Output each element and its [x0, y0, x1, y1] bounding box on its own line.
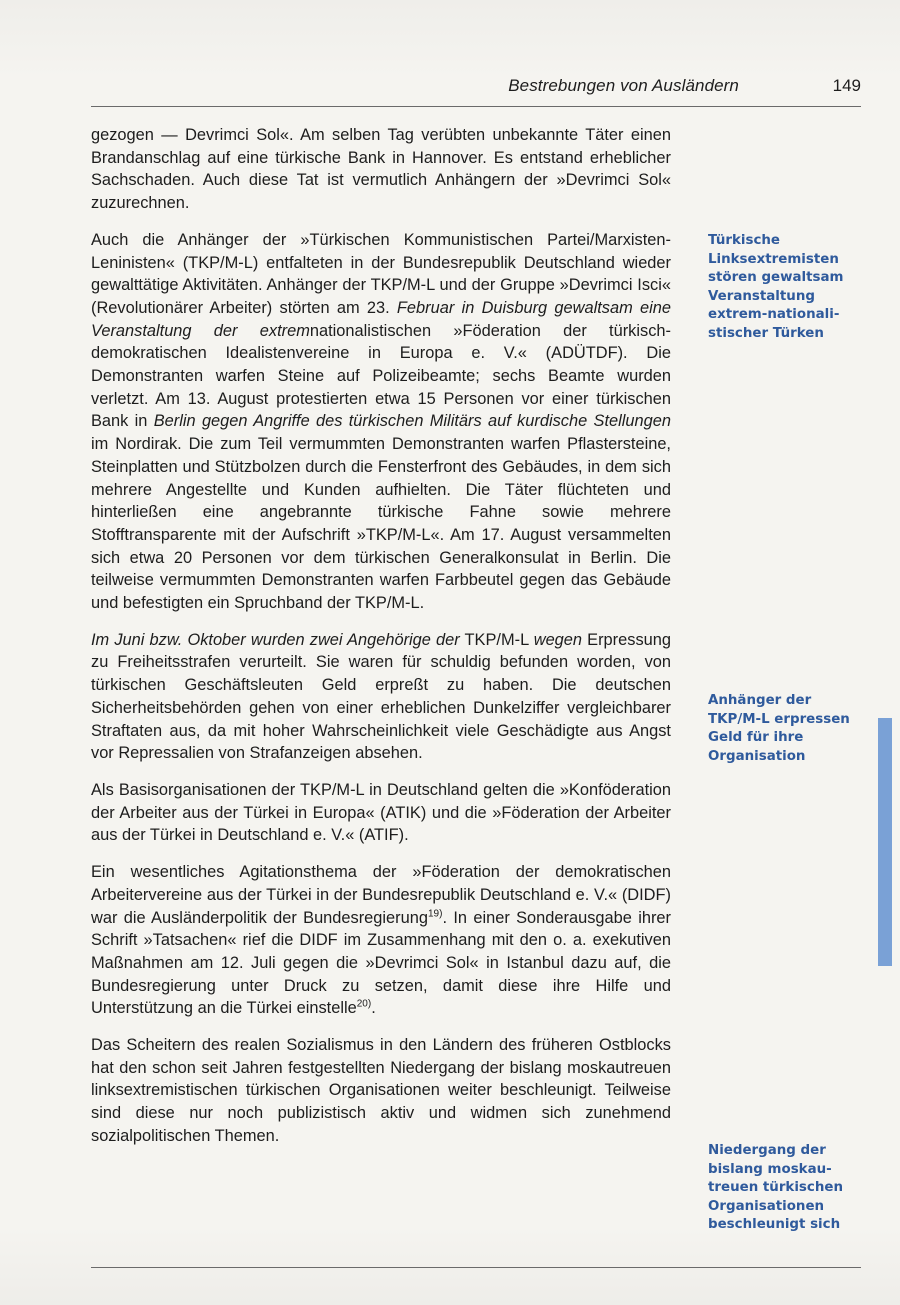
margin-note-extortion: Anhänger der TKP/M-L erpressen Geld für ihre Organisation: [708, 693, 850, 764]
footer-rule: [91, 1267, 861, 1268]
text-run: .: [371, 999, 376, 1018]
page-number: 149: [832, 76, 861, 95]
running-header: [91, 76, 861, 106]
text-run: Das Scheitern des realen Sozialismus in den Ländern des früheren Ostblocks hat den schon seit Jahren festgestellten Niedergang der bislang moskautreuen linksextremistischen türkischen Organisationen weiter beschleunigt. Teilweise sind diese nur noch publizistisch aktiv und widmen sich zunehmend sozialpolitischen Themen.: [91, 1036, 671, 1145]
text-run: Erpressung zu Freiheitsstrafen verurteilt. Sie waren für schuldig befunden worden, von türkischen Geschäftsleuten Geld erpreßt zu haben. Die deutschen Sicherheitsbehörden gehen von einer erheblichen Dunkelziffer vergleichbarer Straftaten aus, da mit hoher Wahrscheinlichkeit viele Geschädigte aus Angst vor Repressalien von Strafanzeigen absehen.: [91, 630, 671, 763]
footnote-reference: 20): [356, 998, 372, 1010]
paragraph: [91, 779, 671, 847]
text-run: Im Juni bzw. Oktober wurden zwei Angehörige der: [91, 630, 460, 649]
margin-note-decline: Niedergang der bislang moskautreuen türkischen Organisationen beschleunigt sich: [708, 1143, 843, 1233]
section-marker-bar: [878, 718, 892, 966]
margin-note-left-extremists: Türkische Linksextremisten stören gewaltsam Veranstaltung extrem-nationalistischer Türken: [708, 233, 844, 341]
text-run: gezogen — Devrimci Sol«. Am selben Tag verübten unbekannte Täter einen Brandanschlag auf eine türkische Bank in Hannover. Es entstand erheblicher Sachschaden. Auch diese Tat ist vermutlich Anhängern der »Devrimci Sol« zuzurechnen.: [91, 126, 671, 213]
header-rule: [91, 106, 861, 107]
text-run: Februar in Duisburg gewaltsam eine Veranstaltung der extrem: [91, 298, 671, 340]
paragraph: [91, 229, 671, 615]
text-run: . In einer Sonderausgabe ihrer Schrift »Tatsachen« rief die DIDF im Zusammenhang mit den o. a. exekutiven Maßnahmen am 12. Juli gegen die »Devrimci Sol« in Istanbul dazu auf, die Bundesregierung unter Druck zu setzen, damit diese ihre Hilfe und Unterstützung an die Türkei einstelle: [91, 908, 671, 1018]
paragraph: [91, 861, 671, 1020]
text-run: Als Basisorganisationen der TKP/M-L in Deutschland gelten die »Konföderation der Arbeiter aus der Türkei in Europa« (ATIK) und die »Föderation der Arbeiter aus der Türkei in Deutschland e. V.« (ATIF).: [91, 780, 671, 845]
text-run: im Nordirak. Die zum Teil vermummten Demonstranten warfen Pflastersteine, Steinplatten und Stützbolzen durch die Fensterfront des Gebäudes, in dem sich mehrere Angestellte und Kunden aufhielten. Die Täter flüchteten und hinterließen eine angebrannte türkische Fahne sowie mehrere Stofftransparente mit der Aufschrift »TKP/M-L«. Am 17. August versammelten sich etwa 20 Personen vor dem türkischen Generalkonsulat in Berlin. Die teilweise vermummten Demonstranten warfen Farbbeutel gegen das Gebäude und befestigten ein Spruchband der TKP/M-L.: [91, 435, 671, 613]
text-run: nationalistischen »Föderation der türkisch-demokratischen Idealistenvereine in Europa e. V.« (ADÜTDF). Die Demonstranten warfen Steine auf Polizeibeamte; sechs Beamte wurden verletzt. Am 13. August protestierten etwa 15 Personen vor einer türkischen Bank in: [91, 321, 671, 431]
paragraph: [91, 124, 671, 215]
paragraph: [91, 1034, 671, 1148]
text-run: Ein wesentliches Agitationsthema der »Föderation der demokratischen Arbeitervereine aus der Türkei in der Bundesrepublik Deutschland e. V.« (DIDF) war die Ausländerpolitik der Bundesregierung: [91, 863, 671, 927]
text-run: Berlin gegen Angriffe des türkischen Militärs auf kurdische Stellungen: [153, 412, 671, 431]
paragraph: [91, 629, 671, 765]
text-run: wegen: [533, 630, 583, 649]
footnote-reference: 19): [427, 908, 443, 920]
main-text-column: [91, 124, 671, 1162]
text-run: TKP/M-L: [459, 630, 534, 649]
header-title: Bestrebungen von Ausländern: [508, 76, 739, 95]
text-run: Auch die Anhänger der »Türkischen Kommunistischen Partei/Marxisten-Leninisten« (TKP/M-L) entfalteten in der Bundesrepublik Deutschland wieder gewalttätige Aktivitäten. Anhänger der TKP/M-L und der Gruppe »Devrimci Isci« (Revolutionärer Arbeiter) störten am 23.: [91, 230, 671, 317]
